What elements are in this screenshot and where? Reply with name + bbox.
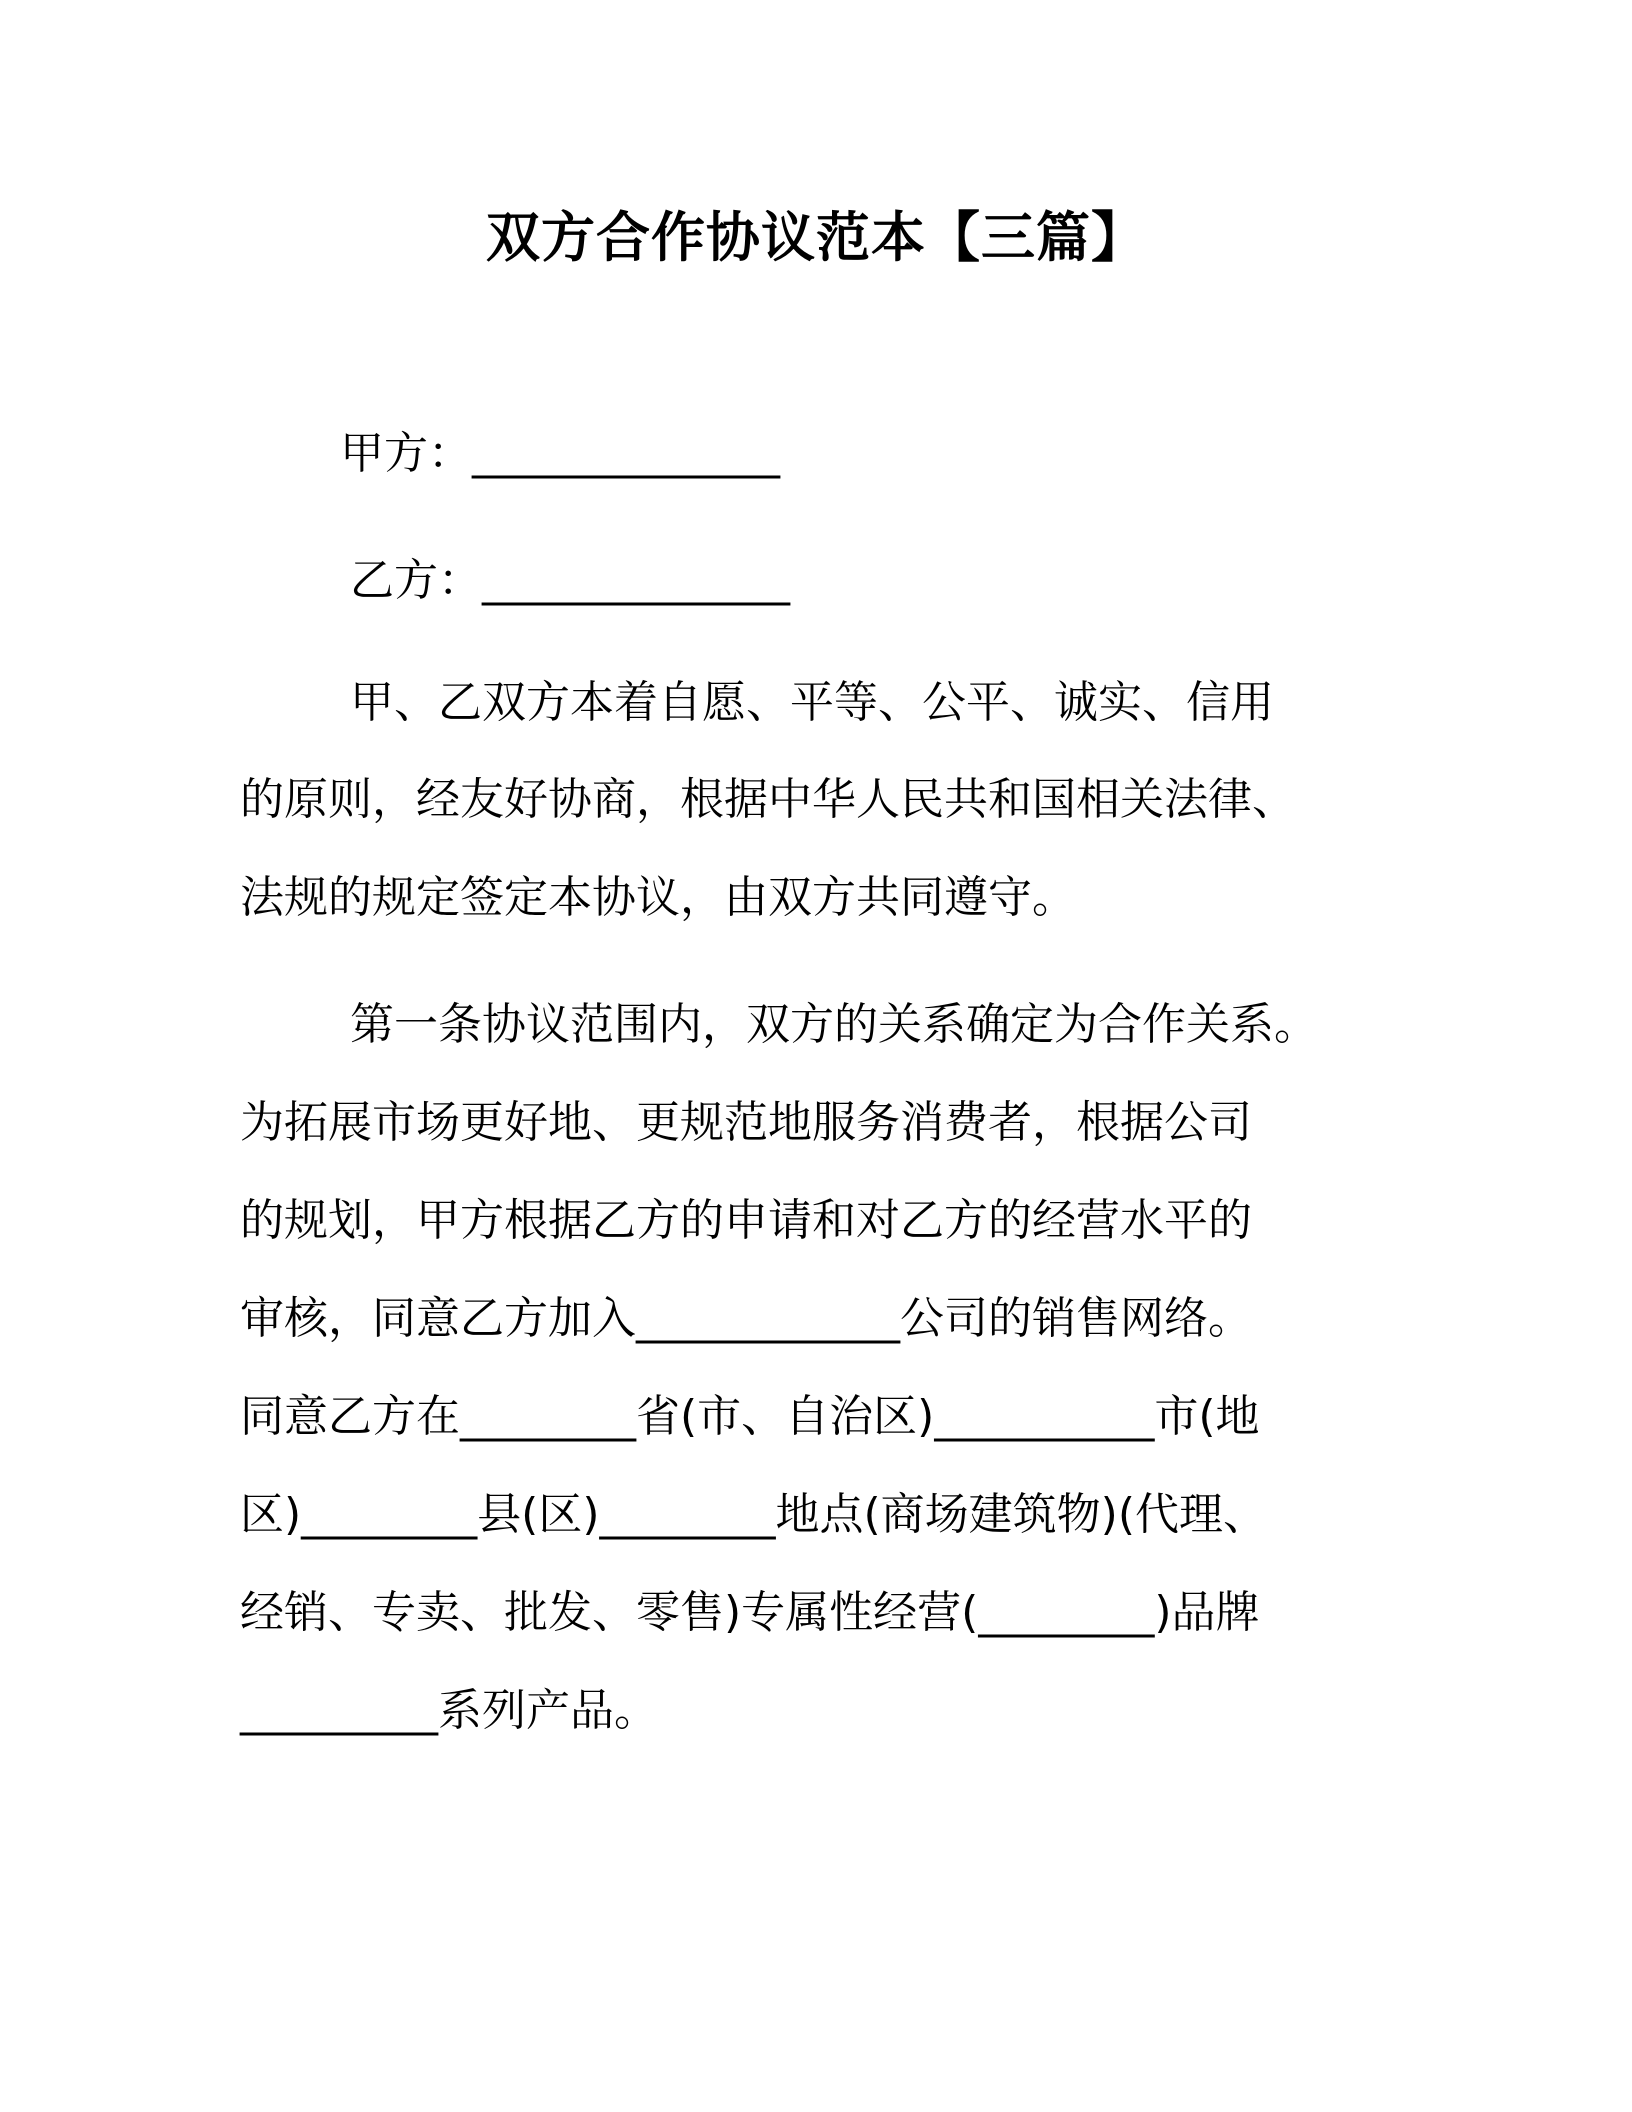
paragraph-line: 的规划，甲方根据乙方的申请和对乙方的经营水平的	[240, 1195, 1252, 1246]
paragraph-line: 为拓展市场更好地、更规范地服务消费者，根据公司	[240, 1097, 1252, 1148]
document-title: 双方合作协议范本【三篇】	[486, 206, 1146, 269]
paragraph-line: 法规的规定签定本协议，由双方共同遵守。	[240, 872, 1076, 923]
paragraph-line: 同意乙方在________省(市、自治区)__________市(地	[240, 1391, 1260, 1442]
paragraph-line: _________系列产品。	[240, 1685, 658, 1736]
paragraph-line: 的原则，经友好协商，根据中华人民共和国相关法律、	[240, 774, 1296, 825]
paragraph-line: 审核，同意乙方加入____________公司的销售网络。	[240, 1293, 1252, 1344]
paragraph-line: 甲、乙双方本着自愿、平等、公平、诚实、信用	[350, 677, 1274, 728]
paragraph-line: 区)________县(区)________地点(商场建筑物)(代理、	[240, 1489, 1267, 1540]
paragraph-line: 经销、专卖、批发、零售)专属性经营(________)品牌	[240, 1587, 1260, 1638]
paragraph-line: 第一条协议范围内，双方的关系确定为合作关系。	[350, 999, 1318, 1050]
party-a-line: 甲方：______________	[340, 428, 780, 479]
party-b-line: 乙方：______________	[350, 555, 790, 606]
